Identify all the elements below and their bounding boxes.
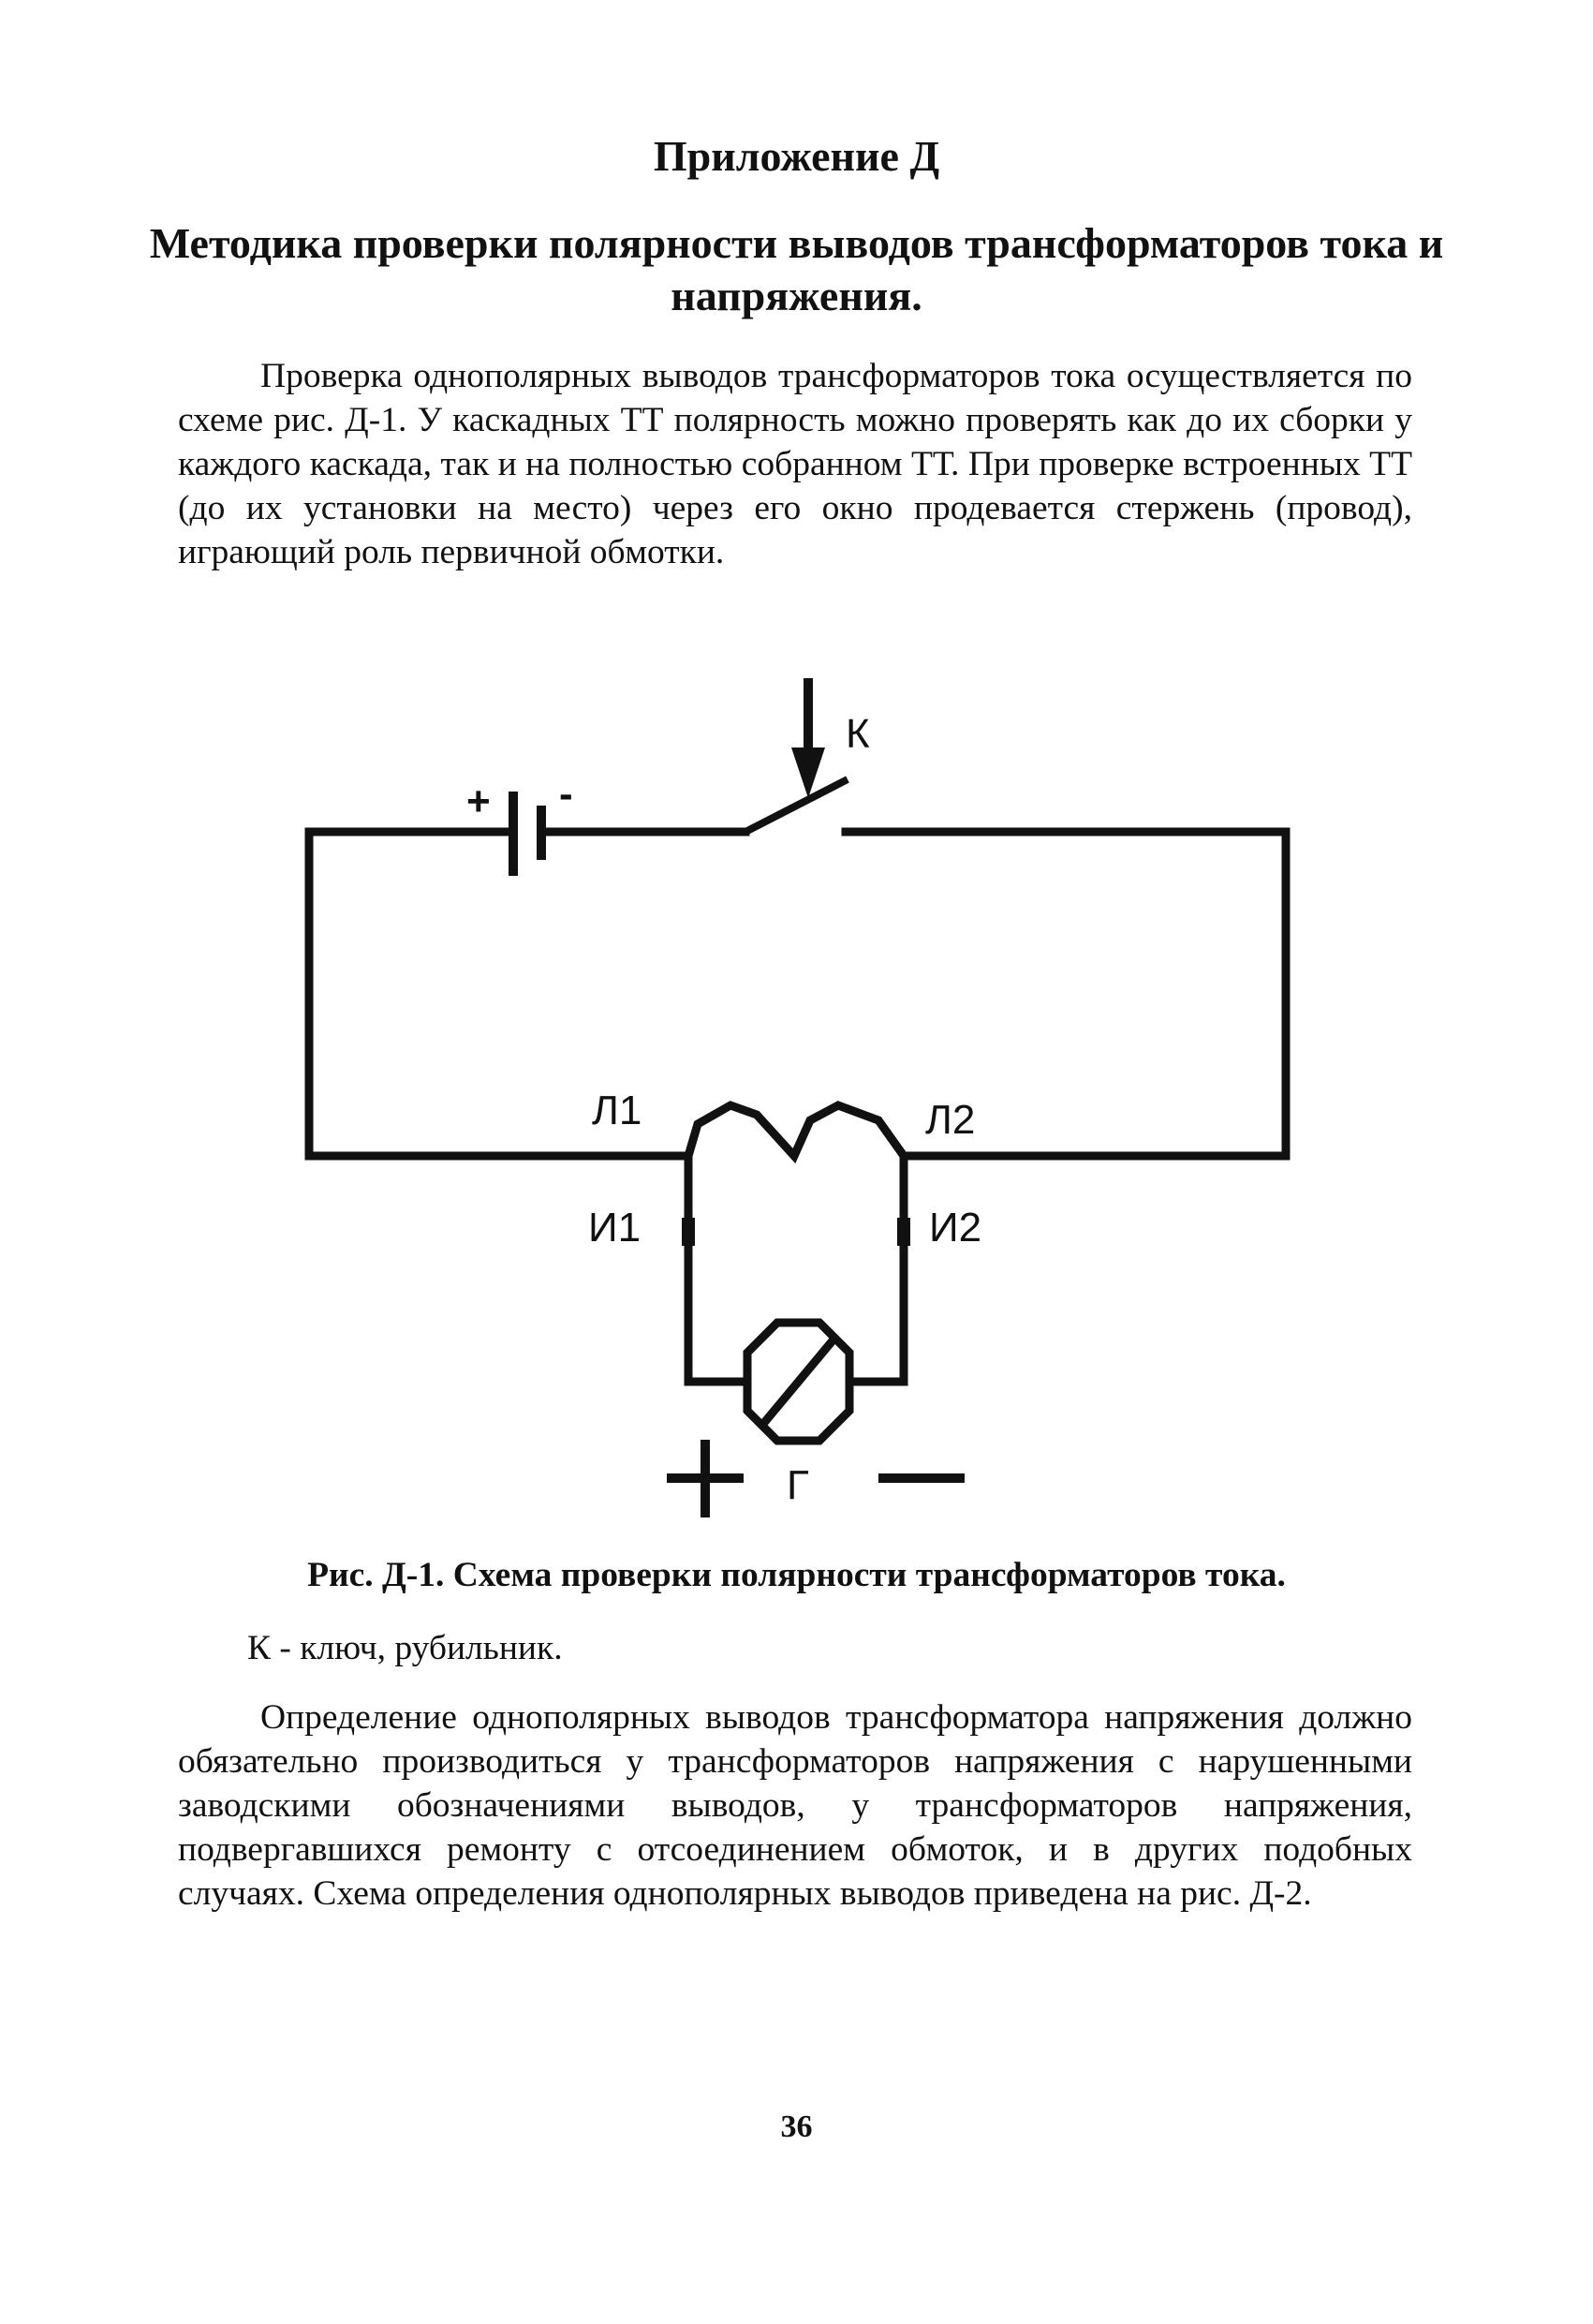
battery-minus-label: - xyxy=(559,771,573,817)
terminal-i2-label: И2 xyxy=(929,1205,982,1251)
terminal-l1-label: Л1 xyxy=(592,1088,642,1133)
appendix-title: Приложение Д xyxy=(653,132,940,180)
figure-legend: К - ключ, рубильник. xyxy=(247,1629,563,1667)
switch-key-icon xyxy=(745,678,848,832)
ct-primary-winding-icon xyxy=(688,1105,904,1156)
section-title: Методика проверки полярности выводов трансформаторов тока и напряжения. xyxy=(149,219,1444,319)
figure-caption: Рис. Д-1. Схема проверки полярности трансформаторов тока. xyxy=(307,1556,1286,1594)
paragraph-1: Проверка однополярных выводов трансформаторов тока осуществляется по схеме рис. Д-1. У каскадных ТТ полярность можно проверять как до их сборки у каждого каскада, так и на полностью собранном ТТ. При проверке встроенных ТТ (до их установки на место) через его окно продевается стержень (провод), играющий роль первичной обмотки. xyxy=(178,357,1412,571)
secondary-wire-right xyxy=(857,1156,904,1382)
secondary-wire-left xyxy=(688,1156,740,1382)
page-number: 36 xyxy=(780,2109,813,2144)
circuit-diagram xyxy=(0,656,1593,1536)
galvanometer-icon xyxy=(747,1323,849,1441)
battery-plus-label: + xyxy=(466,778,491,824)
galvanometer-label: Г xyxy=(787,1462,809,1508)
wire-right xyxy=(846,832,1286,1156)
switch-key-label: К xyxy=(846,711,870,757)
terminal-l2-label: Л2 xyxy=(925,1097,976,1143)
galvanometer-plus-icon xyxy=(667,1440,744,1517)
terminal-i1-label: И1 xyxy=(588,1205,642,1251)
paragraph-2: Определение однополярных выводов трансформатора напряжения должно обязательно производиться у трансформаторов напряжения с нарушенными заводскими обозначениями выводов, у трансформаторов напряжения, подвергавшихся ремонту с отсоединением обмоток, и в других подобных случаях. Схема определения однополярных выводов приведена на рис. Д-2. xyxy=(178,1698,1412,1913)
battery-icon xyxy=(513,792,541,876)
